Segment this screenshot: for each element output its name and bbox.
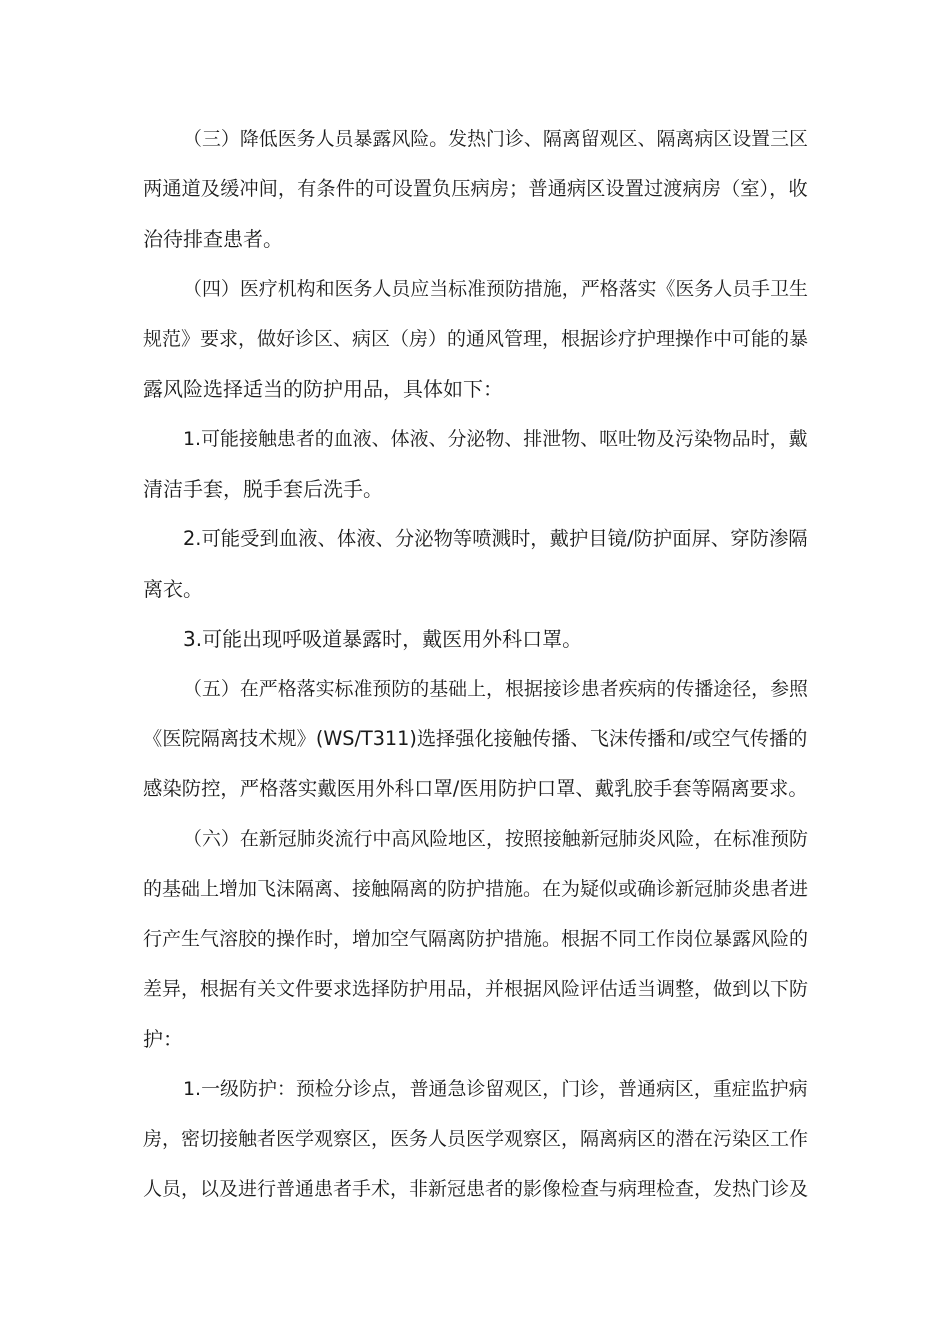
text-line: 差异，根据有关文件要求选择防护用品，并根据风险评估适当调整，做到以下防: [143, 978, 809, 1000]
text-line: 护：: [143, 1027, 183, 1051]
text-line: 《医院隔离技术规》(WS/T311)选择强化接触传播、飞沫传播和/或空气传播的: [143, 727, 808, 750]
text-line: 人员，以及进行普通患者手术，非新冠患者的影像检查与病理检查，发热门诊及: [143, 1178, 809, 1200]
text-line: （三）降低医务人员暴露风险。发热门诊、隔离留观区、隔离病区设置三区: [183, 128, 808, 150]
text-line: （四）医疗机构和医务人员应当标准预防措施，严格落实《医务人员手卫生: [183, 278, 808, 300]
text-line: （五）在严格落实标准预防的基础上，根据接诊患者疾病的传播途径，参照: [183, 678, 808, 700]
text-line: 离衣。: [143, 577, 203, 601]
text-line: 治待排查患者。: [143, 227, 283, 251]
list-item-4-3: [143, 614, 808, 664]
paragraph-3: [143, 114, 808, 264]
list-item-6-1: [143, 1064, 808, 1214]
text-line: 1.可能接触患者的血液、体液、分泌物、排泄物、呕吐物及污染物品时，戴: [183, 428, 808, 450]
document-body: [143, 114, 808, 1214]
text-line: 感染防控，严格落实戴医用外科口罩/医用防护口罩、戴乳胶手套等隔离要求。: [143, 777, 808, 800]
text-line: 露风险选择适当的防护用品，具体如下：: [143, 377, 503, 401]
paragraph-4: [143, 264, 808, 414]
text-line: 规范》要求，做好诊区、病区（房）的通风管理，根据诊疗护理操作中可能的暴: [143, 328, 809, 350]
text-line: 1.一级防护：预检分诊点，普通急诊留观区，门诊，普通病区，重症监护病: [183, 1078, 808, 1100]
paragraph-6: [143, 814, 808, 1064]
text-line: 的基础上增加飞沫隔离、接触隔离的防护措施。在为疑似或确诊新冠肺炎患者进: [143, 878, 809, 900]
text-line: 房，密切接触者医学观察区，医务人员医学观察区，隔离病区的潜在污染区工作: [143, 1128, 809, 1150]
text-line: 行产生气溶胶的操作时，增加空气隔离防护措施。根据不同工作岗位暴露风险的: [143, 928, 809, 950]
text-line: 3.可能出现呼吸道暴露时，戴医用外科口罩。: [183, 627, 583, 651]
paragraph-5: [143, 664, 808, 814]
text-line: （六）在新冠肺炎流行中高风险地区，按照接触新冠肺炎风险，在标准预防: [183, 828, 808, 850]
list-item-4-2: [143, 514, 808, 614]
list-item-4-1: [143, 414, 808, 514]
text-line: 清洁手套，脱手套后洗手。: [143, 477, 383, 501]
text-line: 2.可能受到血液、体液、分泌物等喷溅时，戴护目镜/防护面屏、穿防渗隔: [183, 527, 808, 550]
text-line: 两通道及缓冲间，有条件的可设置负压病房；普通病区设置过渡病房（室），收: [143, 177, 808, 200]
